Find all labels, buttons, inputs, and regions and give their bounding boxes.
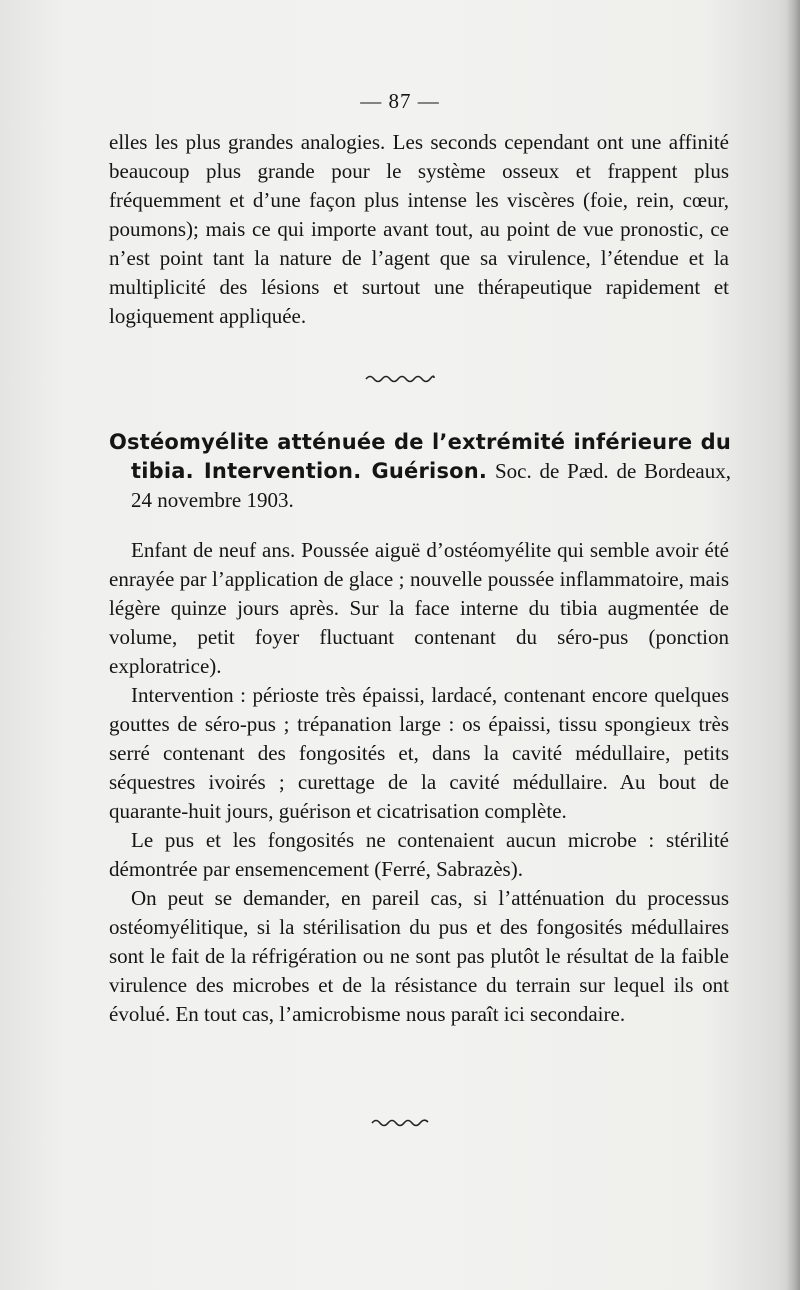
page-edge-shadow xyxy=(786,0,800,1290)
article-heading-line xyxy=(109,428,731,515)
article-paragraph: On peut se demander, en pareil cas, si l’atténuation du processus ostéomyélitique, si la stérilisation du pus et des fongosités médullaires sont le fait de la réfrigération ou ne sont pas plutôt le résultat de la faible virulence des microbes et de la résistance du terrain sur lequel ils ont évolué. En tout cas, l’amicrobisme nous paraît ici secondaire. xyxy=(109,886,729,1026)
continuation-paragraph: elles les plus grandes analogies. Les seconds cependant ont une affinité beaucoup plus grande pour le système osseux et frappent plus fréquemment et d’une façon plus intense les viscères (foie, rein, cœur, poumons); mais ce qui importe avant tout, au point de vue pronostic, ce n’est point tant la nature de l’agent que sa virulence, l’étendue et la multiplicité des lésions et surtout une thérapeutique rapidement et logiquement appliquée. xyxy=(109,130,729,328)
page-number: — 87 — xyxy=(360,89,440,113)
section-divider-ornament xyxy=(0,372,800,390)
wave-ornament-icon xyxy=(370,1117,430,1129)
article-heading xyxy=(109,428,731,515)
article-paragraph: Le pus et les fongosités ne contenaient aucun microbe : stérilité démontrée par ensemencement (Ferré, Sabrazès). xyxy=(109,828,729,881)
end-divider-ornament xyxy=(0,1116,800,1134)
article-citation: Soc. de Pæd. de Bordeaux, 24 novembre 1903. xyxy=(131,459,731,512)
article-body xyxy=(109,536,729,1029)
article-paragraph: Intervention : périoste très épaissi, lardacé, contenant encore quelques gouttes de séro-pus ; trépanation large : os épaissi, tissu spongieux très serré contenant des fongosités et, dans la cavité médullaire, petits séquestres ivoirés ; curettage de la cavité médullaire. Au bout de quarante-huit jours, guérison et cicatrisation complète. xyxy=(109,683,729,823)
continuation-paragraph-block xyxy=(109,128,729,331)
article-title: Ostéomyélite atténuée de l’extrémité inférieure du tibia. Intervention. Guérison. xyxy=(109,430,731,483)
wave-ornament-icon xyxy=(364,373,436,385)
article-paragraph: Enfant de neuf ans. Poussée aiguë d’ostéomyélite qui semble avoir été enrayée par l’application de glace ; nouvelle poussée inflammatoire, mais légère quinze jours après. Sur la face interne du tibia augmentée de volume, petit foyer fluctuant contenant du séro-pus (ponction exploratrice). xyxy=(109,538,729,678)
